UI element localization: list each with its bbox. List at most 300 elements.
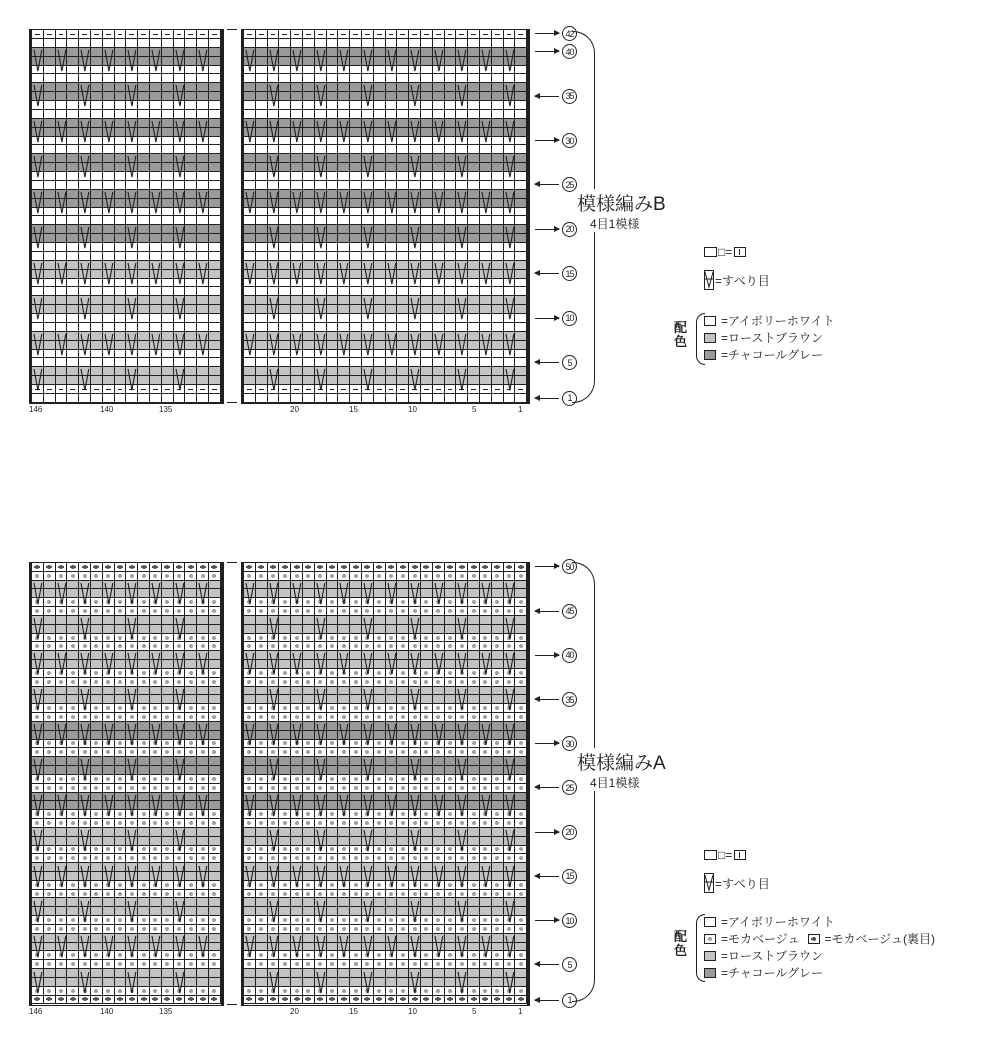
slip-stitch-icon xyxy=(504,368,516,391)
stitch-cell xyxy=(492,828,504,837)
stitch-cell xyxy=(456,394,468,403)
stitch-cell xyxy=(515,625,527,634)
stitch-cell xyxy=(456,748,468,757)
stitch-cell xyxy=(445,83,457,92)
stitch-cell xyxy=(350,367,362,376)
stitch-cell xyxy=(515,819,527,828)
row-number-label xyxy=(532,559,577,574)
stitch-cell xyxy=(492,740,504,749)
stitch-cell xyxy=(67,846,79,855)
stitch-cell xyxy=(56,252,68,261)
stitch-cell xyxy=(374,669,386,678)
stitch-cell xyxy=(386,678,398,687)
stitch-cell xyxy=(515,969,527,978)
stitch-cell xyxy=(515,367,527,376)
stitch-cell xyxy=(350,890,362,899)
stitch-cell xyxy=(91,252,103,261)
stitch-cell xyxy=(103,898,115,907)
stitch-cell xyxy=(492,367,504,376)
stitch-cell xyxy=(279,951,291,960)
slip-stitch-icon xyxy=(386,652,398,675)
stitch-cell xyxy=(115,748,127,757)
stitch-cell xyxy=(56,960,68,969)
stitch-cell xyxy=(374,881,386,890)
stitch-cell xyxy=(338,784,350,793)
stitch-cell xyxy=(397,960,409,969)
stitch-cell xyxy=(397,314,409,323)
stitch-cell xyxy=(480,607,492,616)
stitch-cell xyxy=(291,916,303,925)
stitch-cell xyxy=(327,793,339,802)
stitch-cell xyxy=(244,775,256,784)
stitch-cell xyxy=(315,287,327,296)
stitch-cell xyxy=(374,279,386,288)
stitch-cell xyxy=(445,978,457,987)
stitch-cell xyxy=(445,572,457,581)
stitch-cell xyxy=(433,323,445,332)
stitch-cell xyxy=(162,987,174,996)
stitch-cell xyxy=(209,358,221,367)
stitch-cell xyxy=(279,872,291,881)
row-number: 1 xyxy=(562,391,577,406)
stitch-cell xyxy=(103,695,115,704)
slip-stitch-icon xyxy=(268,262,280,285)
stitch-cell xyxy=(174,287,186,296)
stitch-cell xyxy=(315,748,327,757)
slip-stitch-icon xyxy=(150,794,162,817)
stitch-cell xyxy=(468,110,480,119)
slip-stitch-icon xyxy=(386,582,398,605)
stitch-cell xyxy=(291,394,303,403)
row-number: 15 xyxy=(562,266,577,281)
stitch-cell xyxy=(115,208,127,217)
stitch-cell xyxy=(44,960,56,969)
stitch-cell xyxy=(291,960,303,969)
stitch-cell xyxy=(421,30,433,39)
stitch-cell xyxy=(56,92,68,101)
stitch-cell xyxy=(327,332,339,341)
stitch-cell xyxy=(350,978,362,987)
slip-stitch-icon xyxy=(409,794,421,817)
slip-stitch-icon xyxy=(244,191,256,214)
stitch-cell xyxy=(209,270,221,279)
stitch-cell xyxy=(44,270,56,279)
stitch-cell xyxy=(515,810,527,819)
stitch-cell xyxy=(162,323,174,332)
stitch-cell xyxy=(421,801,433,810)
stitch-cell xyxy=(338,625,350,634)
chart-row xyxy=(244,30,527,39)
stitch-cell xyxy=(445,766,457,775)
slip-stitch-icon xyxy=(126,971,138,994)
stitch-cell xyxy=(209,190,221,199)
slip-stitch-icon xyxy=(126,935,138,958)
slip-stitch-icon xyxy=(56,49,68,72)
stitch-cell xyxy=(150,287,162,296)
stitch-cell xyxy=(150,916,162,925)
stitch-cell xyxy=(56,243,68,252)
stitch-cell xyxy=(433,837,445,846)
stitch-cell xyxy=(445,39,457,48)
stitch-cell xyxy=(291,252,303,261)
stitch-cell xyxy=(162,172,174,181)
stitch-cell xyxy=(56,367,68,376)
stitch-cell xyxy=(162,101,174,110)
stitch-cell xyxy=(138,172,150,181)
slip-stitch-icon xyxy=(79,688,91,711)
stitch-cell xyxy=(138,137,150,146)
slip-stitch-icon xyxy=(56,794,68,817)
stitch-cell xyxy=(162,261,174,270)
slip-stitch-icon xyxy=(268,226,280,249)
stitch-cell xyxy=(79,572,91,581)
stitch-cell xyxy=(327,898,339,907)
slip-stitch-icon xyxy=(126,617,138,640)
chart-b-grid-right xyxy=(241,29,530,404)
slip-stitch-icon xyxy=(433,191,445,214)
stitch-cell xyxy=(421,243,433,252)
slip-stitch-icon xyxy=(268,120,280,143)
stitch-cell xyxy=(138,252,150,261)
stitch-cell xyxy=(386,216,398,225)
stitch-cell xyxy=(421,757,433,766)
stitch-cell xyxy=(303,642,315,651)
stitch-cell xyxy=(515,137,527,146)
slip-stitch-icon xyxy=(150,723,162,746)
stitch-cell xyxy=(197,960,209,969)
stitch-cell xyxy=(126,890,138,899)
stitch-cell xyxy=(150,854,162,863)
stitch-cell xyxy=(492,951,504,960)
stitch-cell xyxy=(350,119,362,128)
slip-stitch-icon xyxy=(268,84,280,107)
stitch-cell xyxy=(185,145,197,154)
stitch-cell xyxy=(91,951,103,960)
stitch-cell xyxy=(492,39,504,48)
stitch-cell xyxy=(303,872,315,881)
stitch-cell xyxy=(504,678,516,687)
stitch-cell xyxy=(374,695,386,704)
stitch-cell xyxy=(150,323,162,332)
stitch-cell xyxy=(138,872,150,881)
stitch-cell xyxy=(445,48,457,57)
slip-stitch-icon xyxy=(268,297,280,320)
stitch-cell xyxy=(150,172,162,181)
stitch-cell xyxy=(103,296,115,305)
stitch-cell xyxy=(445,934,457,943)
slip-stitch-icon xyxy=(197,794,209,817)
slip-stitch-icon xyxy=(409,617,421,640)
stitch-cell xyxy=(115,234,127,243)
stitch-cell xyxy=(279,581,291,590)
stitch-cell xyxy=(44,890,56,899)
stitch-cell xyxy=(468,766,480,775)
stitch-cell xyxy=(350,66,362,75)
slip-stitch-icon xyxy=(268,758,280,781)
stitch-cell xyxy=(197,225,209,234)
stitch-cell xyxy=(279,234,291,243)
stitch-cell xyxy=(115,74,127,83)
stitch-cell xyxy=(279,225,291,234)
stitch-cell xyxy=(197,323,209,332)
slip-stitch-icon xyxy=(409,829,421,852)
stitch-cell xyxy=(480,216,492,225)
stitch-cell xyxy=(197,376,209,385)
stitch-cell xyxy=(421,943,433,952)
stitch-cell xyxy=(185,969,197,978)
stitch-cell xyxy=(44,951,56,960)
stitch-cell xyxy=(515,350,527,359)
stitch-cell xyxy=(397,39,409,48)
stitch-cell xyxy=(103,181,115,190)
chart-row xyxy=(244,225,527,234)
stitch-cell xyxy=(327,634,339,643)
stitch-cell xyxy=(91,687,103,696)
chart-row xyxy=(244,154,527,163)
stitch-cell xyxy=(338,172,350,181)
stitch-cell xyxy=(279,332,291,341)
stitch-cell xyxy=(374,172,386,181)
slip-stitch-icon xyxy=(362,297,374,320)
stitch-cell xyxy=(445,190,457,199)
stitch-cell xyxy=(303,137,315,146)
stitch-cell xyxy=(162,225,174,234)
slip-stitch-icon xyxy=(126,368,138,391)
slip-stitch-icon xyxy=(268,155,280,178)
stitch-cell xyxy=(409,30,421,39)
stitch-cell xyxy=(468,154,480,163)
stitch-cell xyxy=(197,907,209,916)
stitch-cell xyxy=(492,784,504,793)
stitch-cell xyxy=(115,66,127,75)
slip-stitch-icon xyxy=(704,873,714,893)
stitch-cell xyxy=(162,969,174,978)
stitch-cell xyxy=(291,234,303,243)
slip-stitch-icon xyxy=(504,191,516,214)
stitch-cell xyxy=(79,854,91,863)
stitch-cell xyxy=(291,616,303,625)
stitch-cell xyxy=(374,731,386,740)
stitch-cell xyxy=(44,722,56,731)
stitch-cell xyxy=(256,110,268,119)
stitch-cell xyxy=(433,687,445,696)
stitch-cell xyxy=(433,616,445,625)
slip-stitch-icon xyxy=(362,688,374,711)
stitch-cell xyxy=(138,39,150,48)
stitch-cell xyxy=(256,651,268,660)
stitch-cell xyxy=(468,172,480,181)
slip-stitch-icon xyxy=(315,84,327,107)
stitch-cell xyxy=(303,57,315,66)
stitch-cell xyxy=(44,642,56,651)
stitch-cell xyxy=(174,572,186,581)
stitch-cell xyxy=(185,190,197,199)
chart-row xyxy=(32,607,221,616)
stitch-cell xyxy=(515,332,527,341)
stitch-cell xyxy=(67,216,79,225)
stitch-cell xyxy=(256,793,268,802)
slip-stitch-icon xyxy=(32,617,44,640)
stitch-cell xyxy=(150,837,162,846)
stitch-cell xyxy=(244,30,256,39)
stitch-cell xyxy=(67,819,79,828)
stitch-cell xyxy=(279,890,291,899)
slip-stitch-icon xyxy=(456,84,468,107)
color-scheme-label: 配色 xyxy=(674,930,688,959)
stitch-cell xyxy=(185,669,197,678)
stitch-cell xyxy=(256,687,268,696)
stitch-cell xyxy=(115,145,127,154)
stitch-cell xyxy=(386,687,398,696)
stitch-cell xyxy=(185,199,197,208)
stitch-cell xyxy=(209,943,221,952)
stitch-cell xyxy=(362,110,374,119)
slip-stitch-icon xyxy=(268,333,280,356)
stitch-cell xyxy=(56,172,68,181)
chart-row xyxy=(244,287,527,296)
slip-stitch-icon xyxy=(79,333,91,356)
column-number: 140 xyxy=(100,405,114,414)
stitch-cell xyxy=(303,30,315,39)
stitch-cell xyxy=(468,101,480,110)
stitch-cell xyxy=(150,784,162,793)
stitch-cell xyxy=(338,358,350,367)
stitch-cell xyxy=(44,687,56,696)
stitch-cell xyxy=(468,748,480,757)
stitch-cell xyxy=(244,766,256,775)
column-number: 135 xyxy=(159,1007,173,1016)
slip-stitch-icon xyxy=(315,297,327,320)
stitch-cell xyxy=(515,74,527,83)
stitch-cell xyxy=(445,199,457,208)
stitch-cell xyxy=(67,951,79,960)
chart-row xyxy=(244,757,527,766)
stitch-cell xyxy=(492,607,504,616)
stitch-cell xyxy=(456,678,468,687)
stitch-cell xyxy=(197,607,209,616)
slip-stitch-icon xyxy=(32,723,44,746)
stitch-cell xyxy=(480,634,492,643)
stitch-cell xyxy=(91,394,103,403)
stitch-cell xyxy=(374,234,386,243)
stitch-cell xyxy=(185,960,197,969)
stitch-cell xyxy=(303,287,315,296)
chart-row xyxy=(32,960,221,969)
stitch-cell xyxy=(350,731,362,740)
stitch-cell xyxy=(374,846,386,855)
chart-row xyxy=(244,784,527,793)
stitch-cell xyxy=(303,916,315,925)
chart-row xyxy=(244,394,527,403)
stitch-cell xyxy=(115,801,127,810)
row-number: 25 xyxy=(562,177,577,192)
stitch-cell xyxy=(244,678,256,687)
stitch-cell xyxy=(209,669,221,678)
stitch-cell xyxy=(185,890,197,899)
stitch-cell xyxy=(103,775,115,784)
row-number: 30 xyxy=(562,133,577,148)
slip-stitch-icon xyxy=(291,794,303,817)
slip-stitch-icon xyxy=(315,226,327,249)
stitch-cell xyxy=(174,39,186,48)
stitch-cell xyxy=(515,154,527,163)
stitch-cell xyxy=(504,252,516,261)
stitch-cell xyxy=(103,110,115,119)
stitch-cell xyxy=(150,83,162,92)
stitch-cell xyxy=(126,784,138,793)
stitch-cell xyxy=(433,969,445,978)
stitch-cell xyxy=(44,854,56,863)
stitch-cell xyxy=(468,252,480,261)
stitch-cell xyxy=(138,890,150,899)
stitch-cell xyxy=(67,898,79,907)
stitch-cell xyxy=(456,30,468,39)
stitch-cell xyxy=(421,881,433,890)
stitch-cell xyxy=(362,925,374,934)
stitch-cell xyxy=(421,358,433,367)
slip-stitch-icon xyxy=(150,49,162,72)
stitch-cell xyxy=(338,110,350,119)
stitch-cell xyxy=(350,757,362,766)
slip-stitch-icon xyxy=(126,120,138,143)
stitch-cell xyxy=(338,287,350,296)
stitch-cell xyxy=(209,385,221,394)
stitch-cell xyxy=(279,801,291,810)
stitch-cell xyxy=(32,960,44,969)
stitch-cell xyxy=(279,819,291,828)
stitch-cell xyxy=(492,305,504,314)
stitch-cell xyxy=(303,101,315,110)
stitch-cell xyxy=(91,323,103,332)
stitch-cell xyxy=(397,563,409,572)
stitch-cell xyxy=(185,296,197,305)
stitch-cell xyxy=(327,598,339,607)
chart-a-title: 模様編みA xyxy=(575,748,668,775)
stitch-cell xyxy=(374,563,386,572)
stitch-cell xyxy=(197,925,209,934)
stitch-cell xyxy=(492,199,504,208)
knit-swatch-icon xyxy=(704,247,717,257)
stitch-cell xyxy=(468,358,480,367)
stitch-cell xyxy=(185,572,197,581)
stitch-cell xyxy=(409,819,421,828)
stitch-cell xyxy=(209,181,221,190)
slip-stitch-icon xyxy=(433,652,445,675)
stitch-cell xyxy=(362,607,374,616)
stitch-cell xyxy=(374,243,386,252)
stitch-cell xyxy=(468,563,480,572)
stitch-cell xyxy=(468,881,480,890)
charcoal-swatch-icon xyxy=(704,968,716,978)
slip-stitch-icon xyxy=(174,333,186,356)
stitch-cell xyxy=(374,367,386,376)
slip-stitch-icon xyxy=(291,333,303,356)
stitch-cell xyxy=(504,572,516,581)
slip-stitch-icon xyxy=(291,935,303,958)
stitch-cell xyxy=(244,916,256,925)
stitch-cell xyxy=(67,598,79,607)
stitch-cell xyxy=(374,137,386,146)
stitch-cell xyxy=(103,996,115,1005)
stitch-cell xyxy=(44,943,56,952)
stitch-cell xyxy=(91,234,103,243)
column-number: 10 xyxy=(408,405,417,414)
stitch-cell xyxy=(209,890,221,899)
stitch-cell xyxy=(115,350,127,359)
stitch-cell xyxy=(67,704,79,713)
stitch-cell xyxy=(138,305,150,314)
stitch-cell xyxy=(480,678,492,687)
